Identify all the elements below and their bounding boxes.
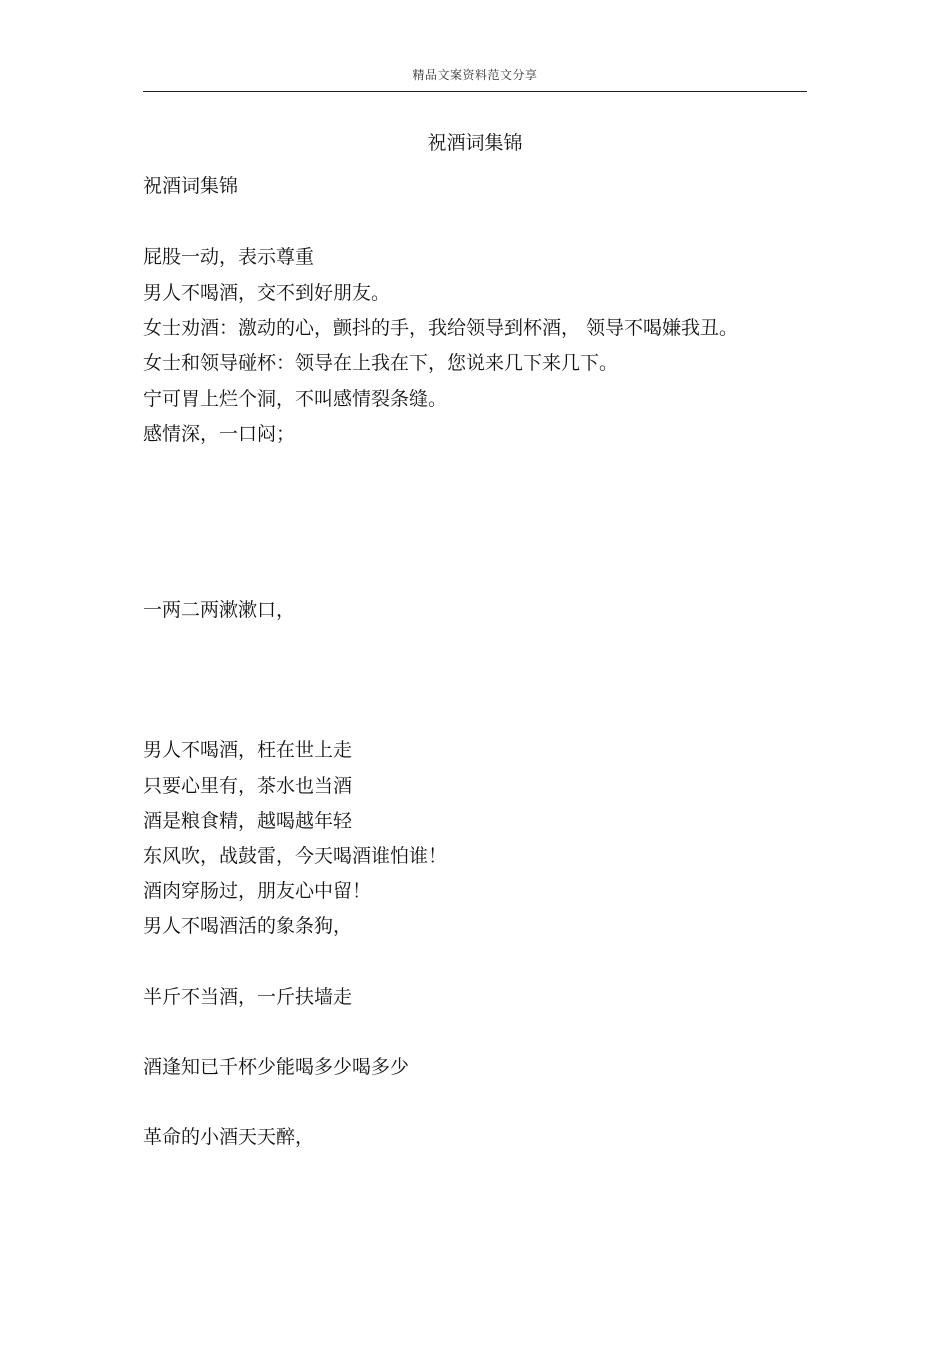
subtitle-line: 祝酒词集锦	[143, 175, 239, 197]
text-line: 屁股一动，表示尊重	[143, 246, 315, 268]
text-line: 感情深，一口闷；	[143, 423, 296, 445]
text-line: 酒逢知已千杯少能喝多少喝多少	[143, 1056, 410, 1078]
text-line: 酒是粮食精，越喝越年轻	[143, 810, 353, 832]
text-line: 女士劝酒：激动的心，颤抖的手，我给领导到杯酒， 领导不喝嫌我丑。	[143, 317, 739, 339]
text-line: 酒肉穿肠过，朋友心中留！	[143, 880, 372, 902]
text-line: 男人不喝酒活的象条狗，	[143, 915, 353, 937]
text-line: 一两二两漱漱口，	[143, 599, 296, 621]
text-line: 半斤不当酒，一斤扶墙走	[143, 986, 353, 1008]
text-line: 只要心里有，茶水也当酒	[143, 775, 353, 797]
text-line: 革命的小酒天天醉，	[143, 1126, 315, 1148]
text-line: 女士和领导碰杯：领导在上我在下，您说来几下来几下。	[143, 352, 619, 374]
text-line: 男人不喝酒，交不到好朋友。	[143, 282, 391, 304]
header-divider	[143, 91, 807, 92]
text-line: 宁可胃上烂个洞，不叫感情裂条缝。	[143, 388, 448, 410]
page-header: 精品文案资料范文分享	[412, 68, 538, 82]
text-line: 男人不喝酒，枉在世上走	[143, 739, 353, 761]
text-line: 东风吹，战鼓雷，今天喝酒谁怕谁！	[143, 845, 448, 867]
document-title: 祝酒词集锦	[427, 132, 523, 154]
